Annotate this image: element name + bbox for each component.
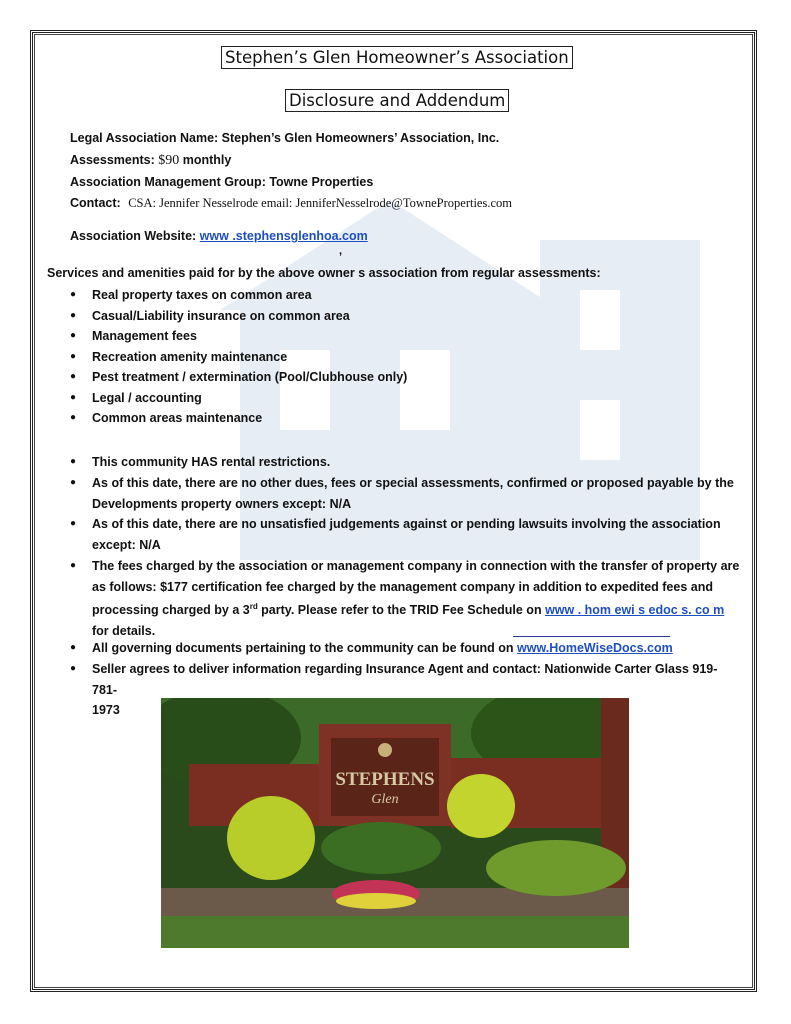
dues-disclosure: ● As of this date, there are no other dues, fees or special assessments, confirmed or proposed payable by the Developments property owners except: N/A: [92, 473, 742, 514]
management-group: Association Management Group: Towne Properties: [70, 175, 374, 189]
website-label: Association Website:: [70, 229, 197, 243]
list-item: ● Casual/Liability insurance on common area: [70, 306, 407, 327]
trid-fee-link[interactable]: www . hom ewi s edoc s. co m: [545, 603, 725, 618]
assessments-amount: $90: [158, 153, 180, 168]
bullet-icon: ●: [70, 309, 77, 321]
list-item: ● Recreation amenity maintenance: [70, 347, 407, 368]
bullet-icon: ●: [70, 518, 77, 529]
rental-restrictions: ● This community HAS rental restrictions.: [92, 452, 330, 473]
list-item: ● Pest treatment / extermination (Pool/Clubhouse only): [70, 367, 407, 388]
page-title: Stephen’s Glen Homeowner’s Association: [221, 46, 573, 69]
bullet-icon: ●: [70, 330, 77, 341]
assessments-period: monthly: [179, 153, 232, 167]
page-subtitle: Disclosure and Addendum: [285, 89, 509, 112]
contact-line: [70, 196, 512, 211]
transfer-fees-disclosure: ● The fees charged by the association or management company in connection with the transfer of property are as follows: $177 certification fee charged by the management company in addition to expedited fees and processing charged by a 3rd party. Please refer to the TRID Fee Schedule on www . hom ewi s edoc s. co m for details.: [92, 556, 742, 641]
bullet-icon: ●: [70, 477, 77, 488]
list-item: ● Common areas maintenance: [70, 408, 407, 429]
services-list: [70, 285, 407, 429]
website-link[interactable]: www .stephensglenhoa.com: [199, 229, 368, 243]
list-item: ● Real property taxes on common area: [70, 285, 407, 306]
services-intro: Services and amenities paid for by the above owner s association from regular assessments:: [47, 266, 601, 280]
contact-value: CSA: Jennifer Nesselrode email: JenniferNesselrode@TowneProperties.com: [128, 196, 512, 210]
bullet-icon: ●: [70, 350, 77, 362]
underline-rule: [513, 636, 670, 637]
contact-label: Contact:: [70, 196, 121, 210]
bullet-icon: ●: [70, 663, 77, 674]
assessments-label: Assessments:: [70, 153, 159, 167]
assessments-line: [70, 153, 231, 169]
judgements-disclosure: ● As of this date, there are no unsatisfied judgements against or pending lawsuits involving the association except: N/A: [92, 514, 742, 555]
website-line: [70, 229, 368, 243]
homewisedocs-link[interactable]: www.HomeWiseDocs.com: [517, 641, 673, 655]
entrance-sign-photo: [161, 698, 629, 948]
bullet-icon: ●: [70, 642, 77, 653]
bullet-icon: ●: [70, 560, 77, 571]
bullet-icon: ●: [70, 371, 77, 382]
list-item: ● Management fees: [70, 326, 407, 347]
bullet-icon: ●: [70, 391, 77, 403]
bullet-icon: ●: [70, 456, 77, 467]
insurance-disclosure: ● Seller agrees to deliver information regarding Insurance Agent and contact: Nationwide Carter Glass 919-781- 1973: [92, 659, 742, 721]
sign-text-main: STEPHENS: [335, 769, 435, 790]
bullet-icon: ●: [70, 289, 77, 300]
bullet-icon: ●: [70, 412, 77, 423]
sign-text-sub: Glen: [371, 792, 399, 807]
stray-mark: ,: [339, 245, 343, 257]
legal-name: Legal Association Name: Stephen’s Glen Homeowners’ Association, Inc.: [70, 131, 500, 145]
governing-docs: ● All governing documents pertaining to the community can be found on www.HomeWiseDocs.com: [92, 638, 673, 659]
list-item: ● Legal / accounting: [70, 388, 407, 409]
